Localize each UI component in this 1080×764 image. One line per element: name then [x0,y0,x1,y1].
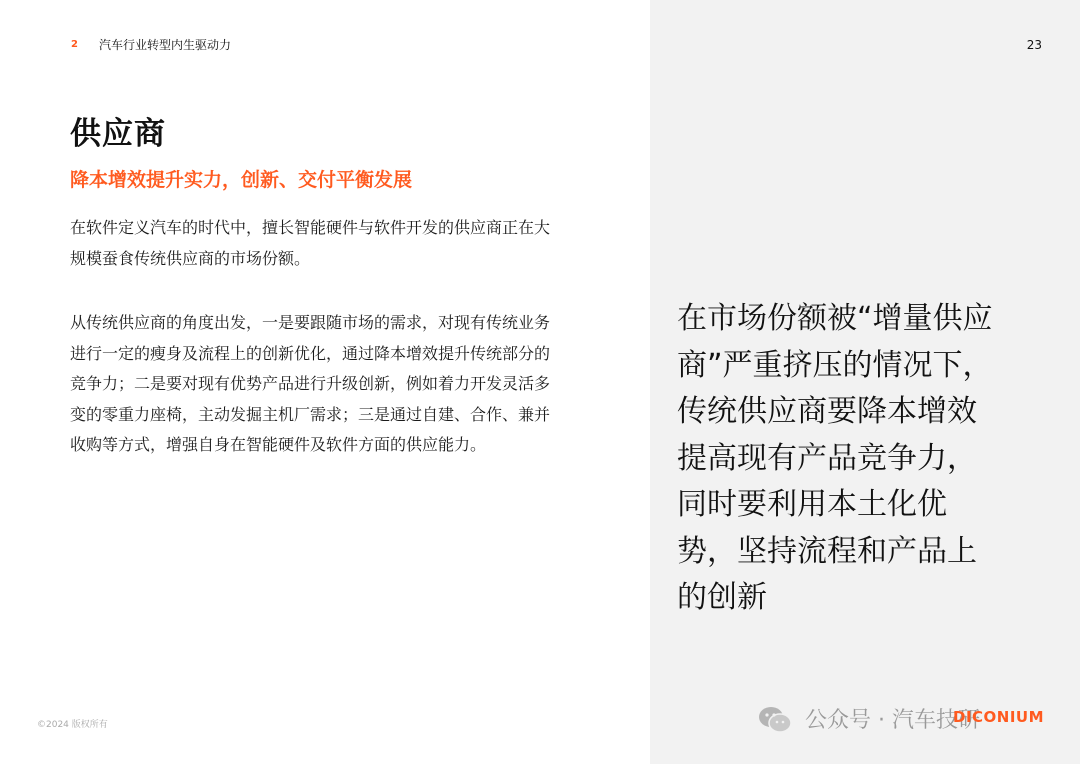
callout-quote: 在市场份额被“增量供应商”严重挤压的情况下，传统供应商要降本增效提高现有产品竞争力，同时要利用本土化优势，坚持流程和产品上的创新 [677,301,993,615]
brand-logo: DICONIUM [953,708,1045,726]
chapter-header [71,36,231,53]
page-number: 23 [1026,38,1042,52]
wechat-watermark [757,703,980,734]
body-paragraph-1: 在软件定义汽车的时代中，擅长智能硬件与软件开发的供应商正在大规模蚕食传统供应商的市场份额。 [70,218,551,268]
wechat-icon [757,704,793,734]
watermark-text: 公众号 · 汽车技研 [805,708,980,733]
chapter-number: 2 [71,39,78,50]
section-title: 供应商 [70,116,166,152]
body-paragraph-2: 从传统供应商的角度出发，一是要跟随市场的需求，对现有传统业务进行一定的瘦身及流程上的创新优化，通过降本增效提升传统部分的竞争力；二是要对现有优势产品进行升级创新，例如着力开发灵活多变的零重力座椅，主动发掘主机厂需求；三是通过自建、合作、兼并收购等方式，增强自身在智能硬件及软件方面的供应能力。 [70,313,551,454]
section-subtitle: 降本增效提升实力，创新、交付平衡发展 [70,169,413,191]
chapter-title: 汽车行业转型内生驱动力 [99,38,232,52]
copyright-notice: ©2024 版权所有 [37,720,108,730]
